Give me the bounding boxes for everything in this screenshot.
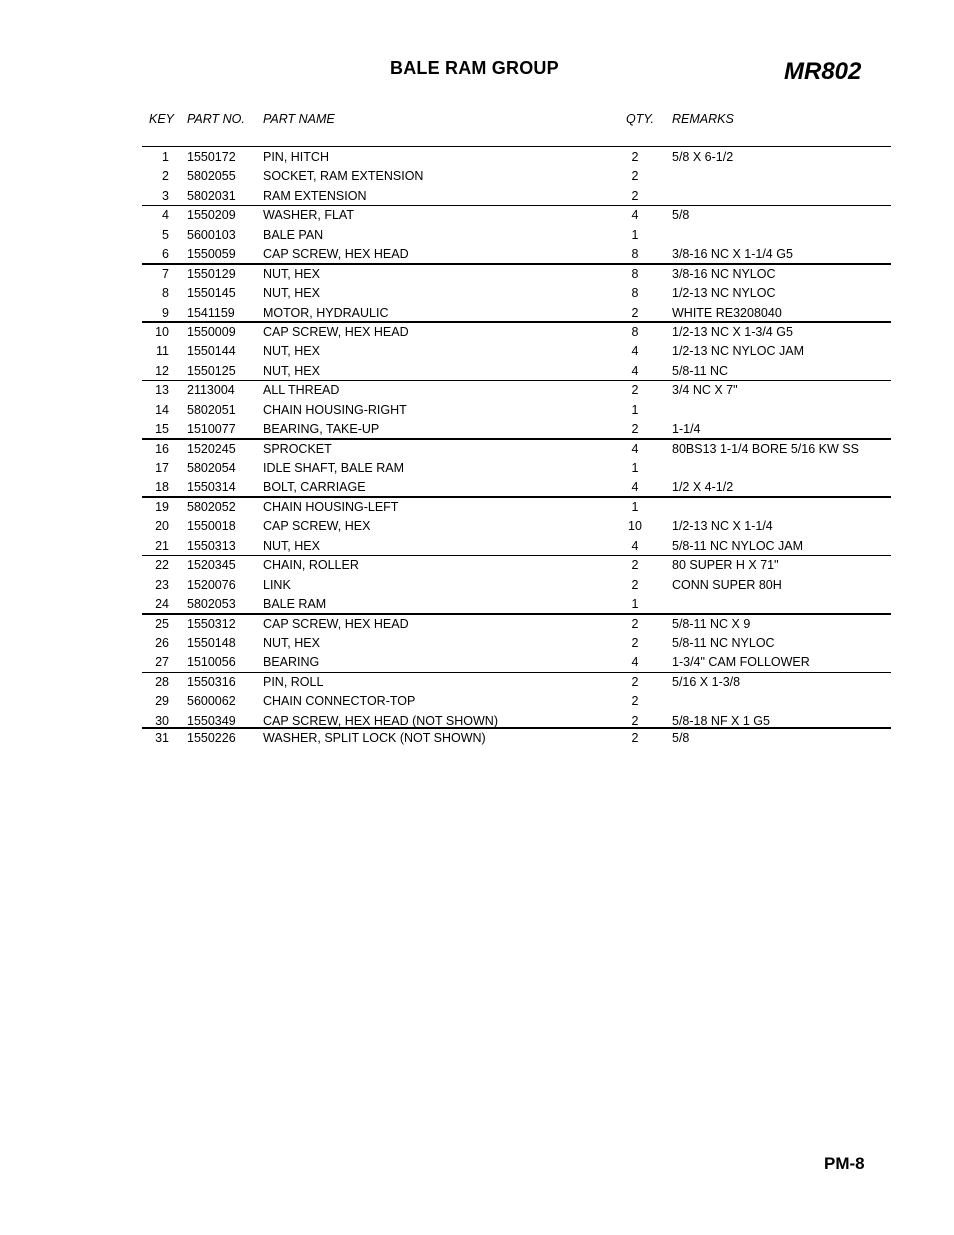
row-key: 30 <box>155 713 169 728</box>
row-part-name: BEARING, TAKE-UP <box>263 422 380 437</box>
row-part-no: 5600062 <box>187 694 236 709</box>
table-row <box>0 381 954 400</box>
row-key: 22 <box>155 558 169 573</box>
row-part-no: 1550313 <box>187 538 236 553</box>
row-part-name: BALE RAM <box>263 597 327 612</box>
row-remarks: 1/2-13 NC X 1-3/4 G5 <box>672 324 793 339</box>
column-header-qty: QTY. <box>626 112 655 126</box>
row-remarks: 5/8 X 6-1/2 <box>672 150 734 164</box>
row-part-name: NUT, HEX <box>263 635 320 650</box>
row-key: 11 <box>156 344 169 359</box>
row-part-name: LINK <box>263 577 291 592</box>
row-remarks: 5/8-11 NC X 9 <box>672 616 751 631</box>
row-remarks: 5/8-18 NF X 1 G5 <box>672 713 770 728</box>
row-key: 15 <box>155 422 169 437</box>
row-part-name: ALL THREAD <box>263 383 340 398</box>
row-part-no: 2113004 <box>187 383 235 398</box>
row-remarks: CONN SUPER 80H <box>672 577 782 592</box>
row-key: 6 <box>162 247 169 262</box>
table-row <box>0 595 954 614</box>
row-key: 24 <box>155 597 169 612</box>
row-qty: 1 <box>631 499 639 514</box>
row-remarks: 3/4 NC X 7" <box>672 383 738 398</box>
row-part-name: WASHER, SPLIT LOCK (NOT SHOWN) <box>263 730 486 745</box>
row-part-no: 1550125 <box>187 363 236 378</box>
row-qty: 2 <box>631 150 639 164</box>
row-part-no: 1550145 <box>187 286 236 301</box>
row-part-no: 1550129 <box>187 266 236 281</box>
row-key: 14 <box>155 402 169 417</box>
row-key: 3 <box>162 188 169 203</box>
row-part-name: BEARING <box>263 655 320 670</box>
row-part-name: PIN, HITCH <box>263 150 329 164</box>
row-part-no: 1550349 <box>187 713 236 728</box>
row-part-no: 5802051 <box>187 402 236 417</box>
row-qty: 10 <box>628 519 642 534</box>
table-row <box>0 167 954 186</box>
row-remarks: 80 SUPER H X 71" <box>672 558 779 573</box>
row-qty: 2 <box>631 694 639 709</box>
row-part-no: 1550059 <box>187 247 236 262</box>
column-header-part-name: PART NAME <box>263 112 335 126</box>
row-qty: 2 <box>631 713 639 728</box>
row-part-no: 1510056 <box>187 655 236 670</box>
row-qty: 2 <box>631 635 639 650</box>
row-key: 17 <box>155 461 169 475</box>
row-qty: 2 <box>631 616 639 631</box>
row-part-no: 5600103 <box>187 227 236 242</box>
row-key: 20 <box>155 519 169 534</box>
row-part-name: RAM EXTENSION <box>263 188 367 203</box>
row-qty: 2 <box>631 383 639 398</box>
parts-table <box>0 148 954 746</box>
row-part-name: CHAIN, ROLLER <box>263 558 359 573</box>
table-row <box>0 537 954 556</box>
row-part-name: CHAIN HOUSING-LEFT <box>263 499 399 514</box>
row-qty: 1 <box>631 597 639 612</box>
row-remarks: 1-1/4 <box>672 422 701 437</box>
table-row <box>0 362 954 381</box>
row-key: 7 <box>162 266 169 281</box>
row-qty: 1 <box>631 402 639 417</box>
row-key: 5 <box>162 227 169 242</box>
row-key: 26 <box>155 635 169 650</box>
row-key: 29 <box>155 694 169 709</box>
table-row <box>0 226 954 245</box>
table-row <box>0 517 954 536</box>
row-part-name: CAP SCREW, HEX HEAD (NOT SHOWN) <box>263 713 498 728</box>
table-row <box>0 420 954 439</box>
row-qty: 2 <box>631 730 639 745</box>
row-part-name: MOTOR, HYDRAULIC <box>263 305 389 320</box>
row-key: 2 <box>162 169 169 184</box>
row-key: 18 <box>155 480 169 495</box>
row-qty: 2 <box>631 169 639 184</box>
row-qty: 4 <box>631 344 639 359</box>
row-qty: 4 <box>631 655 639 670</box>
row-remarks: 5/8 <box>672 730 690 745</box>
row-part-no: 5802052 <box>187 499 236 514</box>
row-qty: 2 <box>631 188 639 203</box>
table-row <box>0 576 954 595</box>
page-number: PM-8 <box>824 1154 865 1173</box>
row-part-no: 1550312 <box>187 616 236 631</box>
row-part-name: CHAIN CONNECTOR-TOP <box>263 694 416 709</box>
row-part-no: 1520345 <box>187 558 236 573</box>
row-key: 19 <box>155 499 169 514</box>
table-row <box>0 459 954 478</box>
row-remarks: WHITE RE3208040 <box>672 305 782 320</box>
row-remarks: 1/2-13 NC NYLOC JAM <box>672 344 804 359</box>
row-part-no: 1550009 <box>187 324 236 339</box>
row-remarks: 5/8-11 NC <box>672 363 729 378</box>
row-key: 23 <box>155 577 169 592</box>
table-row <box>0 615 954 634</box>
column-header-part-no: PART NO. <box>187 112 245 126</box>
row-part-no: 1550148 <box>187 635 236 650</box>
row-remarks: 1/2 X 4-1/2 <box>672 480 734 495</box>
row-part-no: 1550018 <box>187 519 236 534</box>
row-qty: 8 <box>631 247 639 262</box>
table-row <box>0 729 954 746</box>
row-part-name: CAP SCREW, HEX HEAD <box>263 616 409 631</box>
row-part-name: SOCKET, RAM EXTENSION <box>263 169 424 184</box>
row-qty: 8 <box>631 324 639 339</box>
row-remarks: 80BS13 1-1/4 BORE 5/16 KW SS <box>672 441 859 456</box>
table-row <box>0 556 954 575</box>
row-remarks: 1-3/4" CAM FOLLOWER <box>672 655 810 670</box>
row-part-name: CAP SCREW, HEX HEAD <box>263 247 409 262</box>
table-row <box>0 692 954 711</box>
row-remarks: 5/16 X 1-3/8 <box>672 674 741 689</box>
row-qty: 4 <box>631 363 639 378</box>
row-remarks: 5/8 <box>672 208 690 223</box>
table-row <box>0 673 954 692</box>
row-key: 10 <box>155 324 169 339</box>
row-part-name: CAP SCREW, HEX HEAD <box>263 324 409 339</box>
row-key: 31 <box>155 730 169 745</box>
row-part-name: IDLE SHAFT, BALE RAM <box>263 461 405 475</box>
row-part-name: CAP SCREW, HEX <box>263 519 371 534</box>
row-qty: 4 <box>631 480 639 495</box>
row-qty: 2 <box>631 558 639 573</box>
row-remarks: 3/8-16 NC X 1-1/4 G5 <box>672 247 793 262</box>
table-row <box>0 440 954 459</box>
table-row <box>0 342 954 361</box>
table-header <box>0 112 954 130</box>
table-row <box>0 498 954 517</box>
row-qty: 4 <box>631 538 639 553</box>
row-key: 4 <box>162 208 169 223</box>
row-part-no: 5802054 <box>187 461 236 475</box>
row-key: 27 <box>155 655 169 670</box>
row-qty: 2 <box>631 422 639 437</box>
table-row <box>0 401 954 420</box>
row-part-no: 5802031 <box>187 188 236 203</box>
row-key: 9 <box>162 305 169 320</box>
row-part-name: BOLT, CARRIAGE <box>263 480 366 495</box>
row-part-name: NUT, HEX <box>263 538 320 553</box>
page-title: BALE RAM GROUP <box>390 58 559 78</box>
row-part-no: 1520245 <box>187 441 236 456</box>
column-header-key: KEY <box>149 112 175 126</box>
row-part-name: CHAIN HOUSING-RIGHT <box>263 402 407 417</box>
row-part-no: 1550316 <box>187 674 236 689</box>
row-part-name: SPROCKET <box>263 441 332 456</box>
row-qty: 2 <box>631 305 639 320</box>
row-remarks: 5/8-11 NC NYLOC JAM <box>672 538 804 553</box>
row-part-no: 1550314 <box>187 480 236 495</box>
row-part-name: NUT, HEX <box>263 363 320 378</box>
row-part-name: NUT, HEX <box>263 344 320 359</box>
table-row <box>0 304 954 323</box>
row-part-name: WASHER, FLAT <box>263 208 354 223</box>
row-key: 8 <box>162 286 169 301</box>
row-part-name: NUT, HEX <box>263 266 320 281</box>
row-key: 28 <box>155 674 169 689</box>
row-qty: 8 <box>631 286 639 301</box>
table-row <box>0 265 954 284</box>
row-key: 21 <box>155 538 169 553</box>
row-qty: 8 <box>631 266 639 281</box>
row-remarks: 1/2-13 NC X 1-1/4 <box>672 519 773 534</box>
row-part-no: 1550226 <box>187 730 236 745</box>
table-row <box>0 478 954 497</box>
row-part-no: 1550144 <box>187 344 236 359</box>
table-row <box>0 634 954 653</box>
row-part-name: NUT, HEX <box>263 286 320 301</box>
table-row <box>0 245 954 264</box>
row-part-name: PIN, ROLL <box>263 674 324 689</box>
row-key: 13 <box>155 383 169 398</box>
row-part-no: 1510077 <box>187 422 236 437</box>
row-part-no: 5802053 <box>187 597 236 612</box>
model-number: MR802 <box>784 58 862 85</box>
table-row <box>0 148 954 167</box>
column-header-remarks: REMARKS <box>672 112 734 126</box>
row-key: 12 <box>155 363 169 378</box>
row-part-name: BALE PAN <box>263 227 324 242</box>
row-qty: 1 <box>631 227 639 242</box>
row-key: 1 <box>162 150 169 164</box>
table-row <box>0 284 954 303</box>
row-remarks: 1/2-13 NC NYLOC <box>672 286 776 301</box>
row-key: 25 <box>155 616 169 631</box>
table-row <box>0 206 954 225</box>
table-row <box>0 187 954 206</box>
row-qty: 2 <box>631 674 639 689</box>
row-qty: 2 <box>631 577 639 592</box>
row-remarks: 3/8-16 NC NYLOC <box>672 266 776 281</box>
row-qty: 4 <box>631 208 639 223</box>
row-part-no: 1520076 <box>187 577 236 592</box>
row-part-no: 5802055 <box>187 169 236 184</box>
row-key: 16 <box>155 441 169 456</box>
row-remarks: 5/8-11 NC NYLOC <box>672 635 775 650</box>
table-row <box>0 712 954 729</box>
table-row <box>0 323 954 342</box>
row-part-no: 1550172 <box>187 150 236 164</box>
row-qty: 4 <box>631 441 639 456</box>
row-qty: 1 <box>631 461 639 475</box>
row-part-no: 1541159 <box>187 305 235 320</box>
header-divider <box>142 146 891 147</box>
table-row <box>0 653 954 672</box>
row-part-no: 1550209 <box>187 208 236 223</box>
